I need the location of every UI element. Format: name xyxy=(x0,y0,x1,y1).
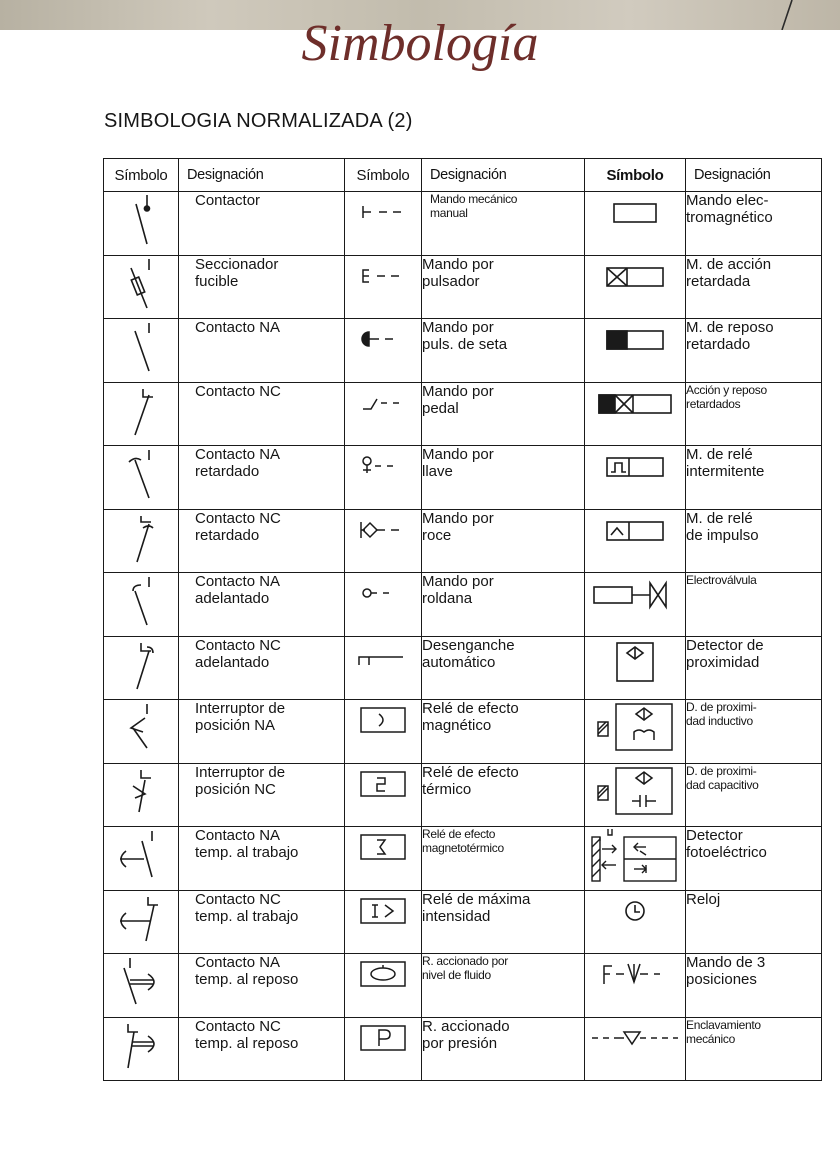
symbol-cell xyxy=(104,890,179,954)
delayed-rest-icon xyxy=(595,319,675,359)
designation-cell: D. de proximi- dad capacitivo xyxy=(686,763,822,827)
symbol-cell xyxy=(104,1017,179,1081)
mushroom-button-control-icon xyxy=(353,319,413,359)
designation-cell: Contacto NC temp. al reposo xyxy=(179,1017,345,1081)
designation-cell: Enclavamiento mecánico xyxy=(686,1017,822,1081)
symbol-cell xyxy=(585,319,686,383)
proximity-detector-icon xyxy=(595,637,675,687)
symbol-cell xyxy=(104,446,179,510)
symbol-cell xyxy=(104,192,179,256)
designation-cell: M. de relé intermitente xyxy=(686,446,822,510)
table-row xyxy=(104,636,822,700)
symbol-cell xyxy=(585,827,686,891)
symbol-cell xyxy=(104,636,179,700)
designation-cell: Reloj xyxy=(686,890,822,954)
symbol-cell xyxy=(345,827,422,891)
table-row xyxy=(104,827,822,891)
photoelectric-detector-icon xyxy=(588,827,682,885)
symbol-cell xyxy=(585,954,686,1018)
symbol-cell xyxy=(585,382,686,446)
designation-cell: Relé de efecto magnetotérmico xyxy=(422,827,585,891)
column-header-symbol: Símbolo xyxy=(585,159,686,192)
symbol-cell xyxy=(104,382,179,446)
symbol-cell xyxy=(345,1017,422,1081)
designation-cell: Contacto NA xyxy=(179,319,345,383)
symbol-cell xyxy=(345,700,422,764)
table-row xyxy=(104,255,822,319)
symbol-cell xyxy=(585,763,686,827)
delayed-action-rest-icon xyxy=(595,383,675,423)
symbol-cell xyxy=(585,573,686,637)
designation-cell: Mando mecánico manual xyxy=(422,192,585,256)
designation-cell: Acción y reposo retardados xyxy=(686,382,822,446)
designation-cell: Interruptor de posición NC xyxy=(179,763,345,827)
nc-position-switch-icon xyxy=(111,764,171,818)
normally-closed-contact-icon xyxy=(111,383,171,437)
push-button-control-icon xyxy=(353,256,413,296)
table-header-row xyxy=(104,159,822,192)
symbol-cell xyxy=(585,255,686,319)
symbol-cell xyxy=(345,573,422,637)
designation-cell: R. accionado por presión xyxy=(422,1017,585,1081)
early-no-contact-icon xyxy=(111,573,171,627)
table-row xyxy=(104,954,822,1018)
table-row xyxy=(104,890,822,954)
designation-cell: Contacto NC retardado xyxy=(179,509,345,573)
designation-cell: Mando por puls. de seta xyxy=(422,319,585,383)
column-header-designation: Designación xyxy=(179,159,345,192)
on-delay-nc-contact-icon xyxy=(108,891,174,945)
column-header-designation: Designación xyxy=(422,159,585,192)
symbol-cell xyxy=(104,763,179,827)
designation-cell: Contacto NA temp. al reposo xyxy=(179,954,345,1018)
designation-cell: Mando por llave xyxy=(422,446,585,510)
capacitive-proximity-icon xyxy=(590,764,680,818)
overcurrent-relay-icon xyxy=(353,891,413,931)
designation-cell: Contacto NC xyxy=(179,382,345,446)
designation-cell: Mando por pulsador xyxy=(422,255,585,319)
key-control-icon xyxy=(353,446,413,486)
column-header-symbol: Símbolo xyxy=(104,159,179,192)
designation-cell: Contacto NA retardado xyxy=(179,446,345,510)
symbol-cell xyxy=(104,827,179,891)
intermittent-relay-icon xyxy=(595,446,675,486)
thermal-relay-icon xyxy=(353,764,413,804)
roller-control-icon xyxy=(353,573,413,613)
designation-cell: Contacto NC temp. al trabajo xyxy=(179,890,345,954)
no-position-switch-icon xyxy=(111,700,171,754)
designation-cell: M. de relé de impulso xyxy=(686,509,822,573)
column-header-designation: Designación xyxy=(686,159,822,192)
designation-cell: Contacto NA temp. al trabajo xyxy=(179,827,345,891)
clock-icon xyxy=(595,891,675,931)
designation-cell: Electroválvula xyxy=(686,573,822,637)
symbol-cell xyxy=(585,1017,686,1081)
off-delay-no-contact-icon xyxy=(108,954,174,1008)
symbol-cell xyxy=(345,319,422,383)
symbol-cell xyxy=(345,890,422,954)
table-row xyxy=(104,509,822,573)
designation-cell: Mando de 3 posiciones xyxy=(686,954,822,1018)
page-title: Simbología xyxy=(301,15,539,72)
pressure-relay-icon xyxy=(353,1018,413,1058)
automatic-release-icon xyxy=(353,637,413,677)
symbol-cell xyxy=(345,255,422,319)
symbol-table xyxy=(103,158,822,1081)
table-row xyxy=(104,446,822,510)
symbol-cell xyxy=(345,509,422,573)
designation-cell: M. de reposo retardado xyxy=(686,319,822,383)
table-row xyxy=(104,192,822,256)
symbol-cell xyxy=(104,954,179,1018)
symbol-cell xyxy=(345,192,422,256)
designation-cell: Detector de proximidad xyxy=(686,636,822,700)
designation-cell: Desenganche automático xyxy=(422,636,585,700)
table-row xyxy=(104,700,822,764)
contactor-icon xyxy=(111,192,171,246)
table-row xyxy=(104,382,822,446)
section-heading: SIMBOLOGIA NORMALIZADA (2) xyxy=(104,110,413,132)
symbol-cell xyxy=(104,509,179,573)
symbol-cell xyxy=(104,255,179,319)
on-delay-no-contact-icon xyxy=(108,827,174,881)
symbol-cell xyxy=(585,636,686,700)
designation-cell: Mando por roce xyxy=(422,509,585,573)
symbol-cell xyxy=(585,700,686,764)
normally-open-contact-icon xyxy=(111,319,171,373)
friction-control-icon xyxy=(353,510,413,550)
designation-cell: Contacto NA adelantado xyxy=(179,573,345,637)
designation-cell: Mando por roldana xyxy=(422,573,585,637)
symbol-cell xyxy=(345,763,422,827)
designation-cell: Contactor xyxy=(179,192,345,256)
symbol-cell xyxy=(104,700,179,764)
table-row xyxy=(104,573,822,637)
column-header-symbol: Símbolo xyxy=(345,159,422,192)
impulse-relay-icon xyxy=(595,510,675,550)
symbol-cell xyxy=(345,954,422,1018)
designation-cell: Seccionador fucible xyxy=(179,255,345,319)
designation-cell: D. de proximi- dad inductivo xyxy=(686,700,822,764)
designation-cell: Mando elec- tromagnético xyxy=(686,192,822,256)
symbol-cell xyxy=(585,509,686,573)
table-row xyxy=(104,1017,822,1081)
delayed-action-icon xyxy=(595,256,675,296)
designation-cell: Detector fotoeléctrico xyxy=(686,827,822,891)
fuse-disconnector-icon xyxy=(111,256,171,310)
designation-cell: Interruptor de posición NA xyxy=(179,700,345,764)
solenoid-valve-icon xyxy=(590,573,680,617)
delayed-no-contact-icon xyxy=(111,446,171,500)
designation-cell: R. accionado por nivel de fluido xyxy=(422,954,585,1018)
off-delay-nc-contact-icon xyxy=(108,1018,174,1072)
magnetic-relay-icon xyxy=(353,700,413,740)
designation-cell: Relé de efecto magnético xyxy=(422,700,585,764)
designation-cell: Relé de efecto térmico xyxy=(422,763,585,827)
manual-mechanical-control-icon xyxy=(353,192,413,232)
symbol-cell xyxy=(345,382,422,446)
symbol-cell xyxy=(585,446,686,510)
mechanical-interlock-icon xyxy=(588,1018,682,1058)
table-row xyxy=(104,319,822,383)
inductive-proximity-icon xyxy=(590,700,680,754)
designation-cell: Mando por pedal xyxy=(422,382,585,446)
symbol-cell xyxy=(585,890,686,954)
symbol-cell xyxy=(104,573,179,637)
designation-cell: M. de acción retardada xyxy=(686,255,822,319)
symbol-cell xyxy=(345,446,422,510)
three-position-control-icon xyxy=(590,954,680,994)
fluid-level-relay-icon xyxy=(353,954,413,994)
designation-cell: Contacto NC adelantado xyxy=(179,636,345,700)
magnetothermal-relay-icon xyxy=(353,827,413,867)
electromagnetic-control-icon xyxy=(595,192,675,232)
designation-cell: Relé de máxima intensidad xyxy=(422,890,585,954)
delayed-nc-contact-icon xyxy=(111,510,171,564)
early-nc-contact-icon xyxy=(111,637,171,691)
symbol-cell xyxy=(104,319,179,383)
symbol-cell xyxy=(345,636,422,700)
symbol-cell xyxy=(585,192,686,256)
table-row xyxy=(104,763,822,827)
pedal-control-icon xyxy=(353,383,413,423)
